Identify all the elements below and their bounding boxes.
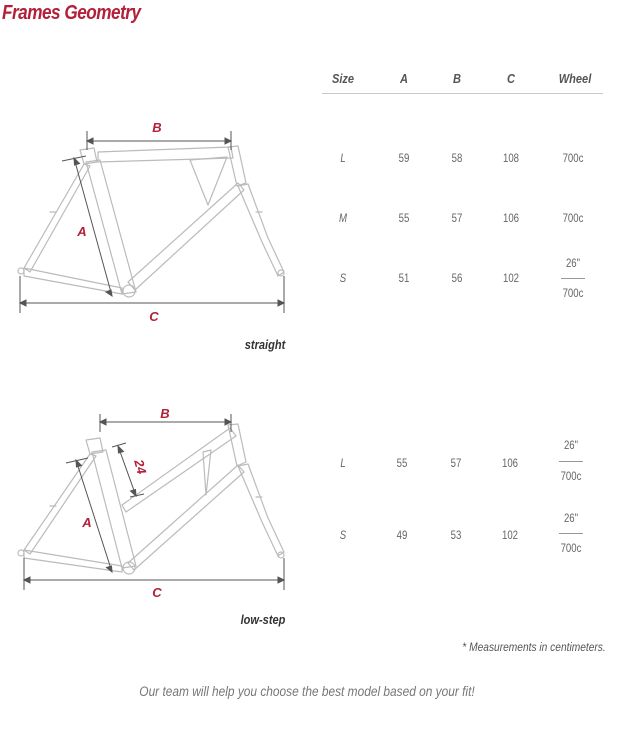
dimension-c-label: C: [149, 309, 159, 324]
size-cell: S: [339, 271, 347, 285]
header-divider: [322, 93, 603, 94]
col-header-size: Size: [331, 71, 355, 86]
size-cell: L: [340, 456, 346, 470]
size-cell: S: [339, 528, 347, 542]
wheel-divider: [559, 461, 583, 462]
size-cell: M: [339, 211, 347, 225]
measurement-footnote: * Measurements in centimeters.: [462, 640, 606, 654]
c-cell: 106: [502, 211, 520, 225]
size-cell: L: [340, 151, 346, 165]
col-header-b: B: [453, 71, 461, 86]
col-header-wheel: Wheel: [558, 71, 592, 86]
b-cell: 57: [450, 456, 462, 470]
a-cell: 59: [398, 151, 410, 165]
a-cell: 51: [398, 271, 410, 285]
b-cell: 57: [451, 211, 463, 225]
low-step-caption: low-step: [240, 612, 286, 627]
b-cell: 56: [451, 271, 463, 285]
wheel-value-bottom: 700c: [562, 286, 584, 300]
col-header-c: C: [507, 71, 515, 86]
wheel-value-bottom: 700c: [560, 469, 582, 483]
a-cell: 49: [396, 528, 408, 542]
b-cell: 53: [450, 528, 462, 542]
low-step-frame-diagram: [0, 0, 300, 640]
dimension-step-label: 24: [131, 457, 150, 476]
wheel-cell: 700c: [562, 151, 584, 165]
straight-caption: straight: [244, 337, 286, 352]
c-cell: 106: [501, 456, 519, 470]
dimension-step-line: [118, 446, 136, 496]
wheel-value-top: 26": [563, 511, 579, 525]
a-cell: 55: [398, 211, 410, 225]
wheel-divider: [559, 533, 583, 534]
c-cell: 102: [502, 271, 520, 285]
dimension-a-label: A: [77, 224, 87, 239]
dimension-b-label: B: [160, 406, 170, 421]
c-cell: 102: [501, 528, 519, 542]
wheel-cell-stacked: [551, 438, 591, 484]
fit-help-message: Our team will help you choose the best model based on your fit!: [139, 683, 475, 699]
wheel-cell-stacked: [553, 256, 593, 302]
b-cell: 58: [451, 151, 463, 165]
page-title: Frames Geometry: [2, 2, 141, 24]
col-header-a: A: [400, 71, 408, 86]
dimension-a-label: A: [82, 515, 92, 530]
wheel-cell-stacked: [551, 511, 591, 557]
wheel-value-bottom: 700c: [560, 541, 582, 555]
c-cell: 108: [502, 151, 520, 165]
dimension-b-label: B: [152, 120, 162, 135]
frame-tubes: [18, 424, 284, 574]
wheel-cell: 700c: [562, 211, 584, 225]
wheel-value-top: 26": [563, 438, 579, 452]
a-cell: 55: [396, 456, 408, 470]
wheel-divider: [561, 278, 585, 279]
dimension-c-label: C: [152, 585, 162, 600]
wheel-value-top: 26": [565, 256, 581, 270]
